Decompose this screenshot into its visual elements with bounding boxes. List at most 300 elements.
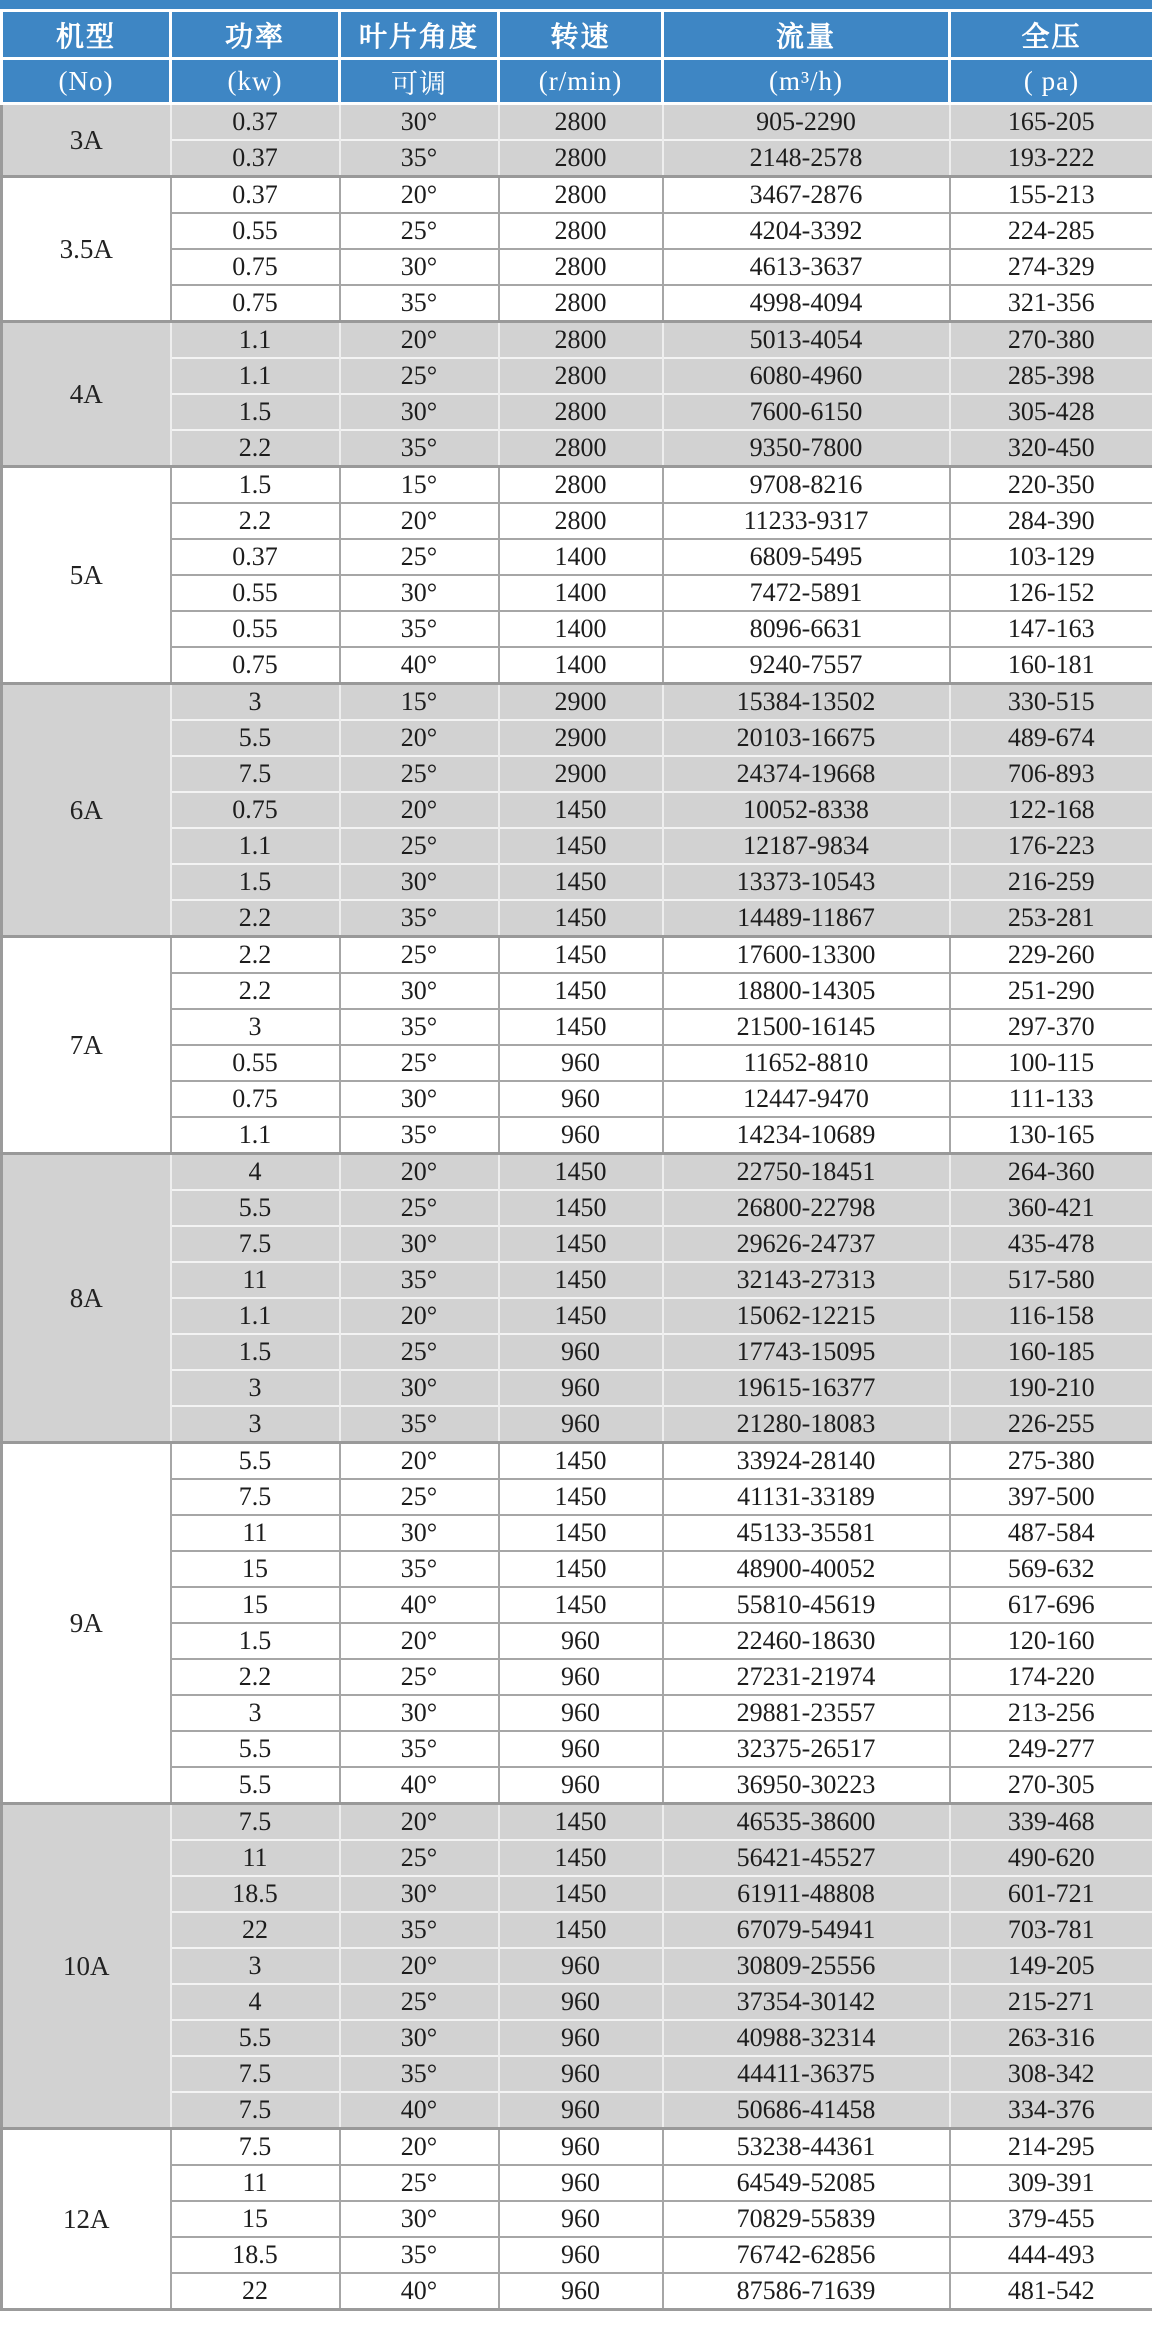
table-row (2, 1515, 1152, 1551)
cell-blade-angle: 30° (340, 1876, 499, 1912)
cell-blade-angle: 30° (340, 1081, 499, 1117)
cell-blade-angle: 20° (340, 792, 499, 828)
cell-flow-m3h: 61911-48808 (663, 1876, 950, 1912)
cell-blade-angle: 25° (340, 539, 499, 575)
cell-blade-angle: 20° (340, 1804, 499, 1841)
cell-speed-rpm: 960 (499, 1623, 663, 1659)
cell-speed-rpm: 2800 (499, 140, 663, 177)
table-row (2, 503, 1152, 539)
model-cell: 7A (2, 937, 171, 1154)
cell-speed-rpm: 1450 (499, 864, 663, 900)
table-row (2, 358, 1152, 394)
cell-speed-rpm: 1400 (499, 575, 663, 611)
column-unit-pressure-pa: ( pa) (950, 59, 1152, 104)
cell-pressure-pa: 130-165 (950, 1117, 1152, 1154)
cell-pressure-pa: 111-133 (950, 1081, 1152, 1117)
cell-power-kw: 0.55 (171, 575, 340, 611)
cell-flow-m3h: 36950-30223 (663, 1767, 950, 1804)
cell-pressure-pa: 297-370 (950, 1009, 1152, 1045)
model-cell: 5A (2, 467, 171, 684)
table-row (2, 1045, 1152, 1081)
cell-speed-rpm: 2800 (499, 503, 663, 539)
column-header-model: 机型 (2, 11, 171, 59)
cell-speed-rpm: 960 (499, 2092, 663, 2129)
cell-speed-rpm: 2800 (499, 177, 663, 214)
table-row (2, 1912, 1152, 1948)
cell-pressure-pa: 220-350 (950, 467, 1152, 504)
table-row (2, 1009, 1152, 1045)
cell-speed-rpm: 960 (499, 1984, 663, 2020)
cell-flow-m3h: 12187-9834 (663, 828, 950, 864)
cell-blade-angle: 30° (340, 2020, 499, 2056)
cell-pressure-pa: 122-168 (950, 792, 1152, 828)
table-row (2, 2237, 1152, 2273)
cell-blade-angle: 25° (340, 2165, 499, 2201)
cell-power-kw: 0.75 (171, 1081, 340, 1117)
cell-pressure-pa: 176-223 (950, 828, 1152, 864)
cell-speed-rpm: 1450 (499, 1804, 663, 1841)
cell-pressure-pa: 435-478 (950, 1226, 1152, 1262)
cell-flow-m3h: 905-2290 (663, 104, 950, 141)
cell-speed-rpm: 960 (499, 1659, 663, 1695)
cell-flow-m3h: 12447-9470 (663, 1081, 950, 1117)
cell-blade-angle: 25° (340, 358, 499, 394)
cell-power-kw: 2.2 (171, 937, 340, 974)
table-row (2, 249, 1152, 285)
cell-flow-m3h: 6080-4960 (663, 358, 950, 394)
cell-flow-m3h: 7600-6150 (663, 394, 950, 430)
cell-pressure-pa: 120-160 (950, 1623, 1152, 1659)
cell-flow-m3h: 13373-10543 (663, 864, 950, 900)
table-row (2, 792, 1152, 828)
cell-flow-m3h: 9350-7800 (663, 430, 950, 467)
cell-pressure-pa: 116-158 (950, 1298, 1152, 1334)
cell-flow-m3h: 76742-62856 (663, 2237, 950, 2273)
cell-power-kw: 5.5 (171, 1190, 340, 1226)
cell-power-kw: 11 (171, 1515, 340, 1551)
cell-speed-rpm: 1450 (499, 900, 663, 937)
table-row (2, 575, 1152, 611)
cell-flow-m3h: 46535-38600 (663, 1804, 950, 1841)
cell-power-kw: 0.75 (171, 285, 340, 322)
cell-pressure-pa: 160-185 (950, 1334, 1152, 1370)
cell-power-kw: 5.5 (171, 1443, 340, 1480)
table-row (2, 1081, 1152, 1117)
cell-power-kw: 3 (171, 1695, 340, 1731)
cell-pressure-pa: 321-356 (950, 285, 1152, 322)
cell-flow-m3h: 30809-25556 (663, 1948, 950, 1984)
cell-power-kw: 7.5 (171, 2056, 340, 2092)
cell-blade-angle: 30° (340, 575, 499, 611)
cell-blade-angle: 35° (340, 2056, 499, 2092)
table-row (2, 1154, 1152, 1191)
cell-pressure-pa: 229-260 (950, 937, 1152, 974)
cell-speed-rpm: 1450 (499, 1587, 663, 1623)
cell-flow-m3h: 15062-12215 (663, 1298, 950, 1334)
cell-flow-m3h: 48900-40052 (663, 1551, 950, 1587)
cell-speed-rpm: 1400 (499, 539, 663, 575)
table-row (2, 720, 1152, 756)
cell-power-kw: 5.5 (171, 1767, 340, 1804)
cell-blade-angle: 20° (340, 1298, 499, 1334)
cell-blade-angle: 25° (340, 1045, 499, 1081)
cell-pressure-pa: 264-360 (950, 1154, 1152, 1191)
cell-flow-m3h: 17743-15095 (663, 1334, 950, 1370)
cell-blade-angle: 40° (340, 1767, 499, 1804)
cell-speed-rpm: 1450 (499, 792, 663, 828)
cell-power-kw: 7.5 (171, 2092, 340, 2129)
table-row (2, 1767, 1152, 1804)
cell-flow-m3h: 9240-7557 (663, 647, 950, 684)
cell-blade-angle: 20° (340, 177, 499, 214)
cell-pressure-pa: 193-222 (950, 140, 1152, 177)
model-cell: 9A (2, 1443, 171, 1804)
cell-flow-m3h: 40988-32314 (663, 2020, 950, 2056)
table-row (2, 1587, 1152, 1623)
cell-flow-m3h: 44411-36375 (663, 2056, 950, 2092)
cell-pressure-pa: 270-380 (950, 322, 1152, 359)
table-row (2, 1406, 1152, 1443)
cell-speed-rpm: 1450 (499, 1262, 663, 1298)
cell-power-kw: 3 (171, 1009, 340, 1045)
cell-blade-angle: 40° (340, 2092, 499, 2129)
cell-speed-rpm: 960 (499, 1695, 663, 1731)
cell-speed-rpm: 1450 (499, 1190, 663, 1226)
cell-speed-rpm: 1450 (499, 1226, 663, 1262)
table-row (2, 467, 1152, 504)
cell-speed-rpm: 960 (499, 2129, 663, 2166)
cell-speed-rpm: 960 (499, 1767, 663, 1804)
cell-blade-angle: 35° (340, 1262, 499, 1298)
cell-pressure-pa: 703-781 (950, 1912, 1152, 1948)
cell-blade-angle: 35° (340, 285, 499, 322)
cell-pressure-pa: 444-493 (950, 2237, 1152, 2273)
table-row (2, 1659, 1152, 1695)
cell-speed-rpm: 2800 (499, 104, 663, 141)
column-header-pressure-pa: 全压 (950, 11, 1152, 59)
cell-flow-m3h: 17600-13300 (663, 937, 950, 974)
cell-flow-m3h: 22750-18451 (663, 1154, 950, 1191)
cell-pressure-pa: 339-468 (950, 1804, 1152, 1841)
cell-power-kw: 0.37 (171, 177, 340, 214)
cell-flow-m3h: 5013-4054 (663, 322, 950, 359)
cell-power-kw: 7.5 (171, 1479, 340, 1515)
cell-speed-rpm: 1400 (499, 647, 663, 684)
cell-flow-m3h: 19615-16377 (663, 1370, 950, 1406)
cell-pressure-pa: 103-129 (950, 539, 1152, 575)
cell-power-kw: 2.2 (171, 900, 340, 937)
cell-power-kw: 1.5 (171, 467, 340, 504)
cell-pressure-pa: 569-632 (950, 1551, 1152, 1587)
cell-flow-m3h: 27231-21974 (663, 1659, 950, 1695)
table-row (2, 1840, 1152, 1876)
cell-pressure-pa: 379-455 (950, 2201, 1152, 2237)
cell-flow-m3h: 24374-19668 (663, 756, 950, 792)
cell-pressure-pa: 249-277 (950, 1731, 1152, 1767)
cell-pressure-pa: 215-271 (950, 1984, 1152, 2020)
cell-pressure-pa: 308-342 (950, 2056, 1152, 2092)
cell-flow-m3h: 21500-16145 (663, 1009, 950, 1045)
cell-blade-angle: 25° (340, 828, 499, 864)
cell-power-kw: 0.55 (171, 213, 340, 249)
cell-speed-rpm: 1450 (499, 1876, 663, 1912)
cell-blade-angle: 25° (340, 937, 499, 974)
cell-power-kw: 0.37 (171, 140, 340, 177)
cell-speed-rpm: 960 (499, 1045, 663, 1081)
cell-blade-angle: 20° (340, 1443, 499, 1480)
cell-pressure-pa: 126-152 (950, 575, 1152, 611)
cell-flow-m3h: 45133-35581 (663, 1515, 950, 1551)
cell-speed-rpm: 2800 (499, 467, 663, 504)
cell-power-kw: 0.37 (171, 104, 340, 141)
table-row (2, 322, 1152, 359)
cell-blade-angle: 20° (340, 1948, 499, 1984)
cell-pressure-pa: 397-500 (950, 1479, 1152, 1515)
cell-flow-m3h: 55810-45619 (663, 1587, 950, 1623)
cell-flow-m3h: 14234-10689 (663, 1117, 950, 1154)
table-row (2, 213, 1152, 249)
model-cell: 6A (2, 684, 171, 937)
table-row (2, 1298, 1152, 1334)
cell-pressure-pa: 489-674 (950, 720, 1152, 756)
fan-spec-table (0, 9, 1152, 2311)
cell-power-kw: 7.5 (171, 756, 340, 792)
cell-speed-rpm: 960 (499, 1948, 663, 1984)
cell-speed-rpm: 2800 (499, 394, 663, 430)
cell-power-kw: 1.1 (171, 358, 340, 394)
column-header-speed-rpm: 转速 (499, 11, 663, 59)
cell-power-kw: 22 (171, 1912, 340, 1948)
cell-speed-rpm: 960 (499, 1117, 663, 1154)
cell-flow-m3h: 14489-11867 (663, 900, 950, 937)
cell-power-kw: 22 (171, 2273, 340, 2310)
cell-pressure-pa: 284-390 (950, 503, 1152, 539)
cell-speed-rpm: 2800 (499, 285, 663, 322)
cell-flow-m3h: 67079-54941 (663, 1912, 950, 1948)
column-header-power-kw: 功率 (171, 11, 340, 59)
cell-speed-rpm: 1400 (499, 611, 663, 647)
cell-power-kw: 3 (171, 1370, 340, 1406)
cell-flow-m3h: 20103-16675 (663, 720, 950, 756)
table-row (2, 611, 1152, 647)
cell-flow-m3h: 32375-26517 (663, 1731, 950, 1767)
table-row (2, 2201, 1152, 2237)
cell-speed-rpm: 1450 (499, 1912, 663, 1948)
cell-power-kw: 4 (171, 1154, 340, 1191)
table-row (2, 104, 1152, 141)
cell-pressure-pa: 270-305 (950, 1767, 1152, 1804)
model-cell: 4A (2, 322, 171, 467)
cell-blade-angle: 40° (340, 1587, 499, 1623)
cell-flow-m3h: 18800-14305 (663, 973, 950, 1009)
cell-pressure-pa: 160-181 (950, 647, 1152, 684)
cell-flow-m3h: 64549-52085 (663, 2165, 950, 2201)
table-row (2, 1262, 1152, 1298)
cell-power-kw: 5.5 (171, 1731, 340, 1767)
cell-flow-m3h: 11233-9317 (663, 503, 950, 539)
cell-speed-rpm: 1450 (499, 1479, 663, 1515)
table-row (2, 285, 1152, 322)
cell-power-kw: 11 (171, 2165, 340, 2201)
cell-speed-rpm: 1450 (499, 1515, 663, 1551)
table-row (2, 2273, 1152, 2310)
table-header (2, 11, 1152, 104)
cell-blade-angle: 35° (340, 900, 499, 937)
table-row (2, 1117, 1152, 1154)
column-unit-model: (No) (2, 59, 171, 104)
cell-power-kw: 0.75 (171, 647, 340, 684)
cell-power-kw: 11 (171, 1262, 340, 1298)
table-row (2, 684, 1152, 721)
table-row (2, 1370, 1152, 1406)
table-row (2, 2020, 1152, 2056)
cell-pressure-pa: 490-620 (950, 1840, 1152, 1876)
cell-speed-rpm: 2900 (499, 720, 663, 756)
table-row (2, 1948, 1152, 1984)
cell-power-kw: 1.1 (171, 1298, 340, 1334)
cell-flow-m3h: 29881-23557 (663, 1695, 950, 1731)
table-row (2, 1804, 1152, 1841)
cell-power-kw: 3 (171, 1948, 340, 1984)
cell-blade-angle: 35° (340, 1009, 499, 1045)
cell-flow-m3h: 87586-71639 (663, 2273, 950, 2310)
cell-speed-rpm: 960 (499, 2273, 663, 2310)
cell-speed-rpm: 1450 (499, 1298, 663, 1334)
cell-power-kw: 4 (171, 1984, 340, 2020)
cell-blade-angle: 30° (340, 249, 499, 285)
table-row (2, 539, 1152, 575)
cell-speed-rpm: 1450 (499, 973, 663, 1009)
cell-blade-angle: 30° (340, 2201, 499, 2237)
cell-pressure-pa: 147-163 (950, 611, 1152, 647)
cell-speed-rpm: 1450 (499, 1154, 663, 1191)
cell-flow-m3h: 56421-45527 (663, 1840, 950, 1876)
cell-blade-angle: 35° (340, 140, 499, 177)
column-header-blade-angle: 叶片角度 (340, 11, 499, 59)
table-row (2, 1731, 1152, 1767)
cell-power-kw: 2.2 (171, 430, 340, 467)
column-unit-power-kw: (kw) (171, 59, 340, 104)
cell-pressure-pa: 100-115 (950, 1045, 1152, 1081)
cell-power-kw: 2.2 (171, 973, 340, 1009)
cell-speed-rpm: 960 (499, 2020, 663, 2056)
cell-blade-angle: 35° (340, 1117, 499, 1154)
cell-blade-angle: 25° (340, 1659, 499, 1695)
cell-pressure-pa: 601-721 (950, 1876, 1152, 1912)
table-row (2, 1551, 1152, 1587)
cell-blade-angle: 25° (340, 756, 499, 792)
cell-speed-rpm: 960 (499, 1334, 663, 1370)
cell-flow-m3h: 4204-3392 (663, 213, 950, 249)
cell-speed-rpm: 2800 (499, 249, 663, 285)
column-unit-flow-m3h: (m³/h) (663, 59, 950, 104)
cell-power-kw: 0.55 (171, 611, 340, 647)
cell-speed-rpm: 2800 (499, 358, 663, 394)
cell-blade-angle: 25° (340, 1334, 499, 1370)
cell-speed-rpm: 960 (499, 1370, 663, 1406)
table-row (2, 973, 1152, 1009)
cell-speed-rpm: 1450 (499, 1551, 663, 1587)
cell-power-kw: 18.5 (171, 2237, 340, 2273)
cell-pressure-pa: 251-290 (950, 973, 1152, 1009)
cell-blade-angle: 35° (340, 611, 499, 647)
cell-power-kw: 7.5 (171, 1226, 340, 1262)
cell-flow-m3h: 9708-8216 (663, 467, 950, 504)
table-row (2, 177, 1152, 214)
cell-power-kw: 1.1 (171, 1117, 340, 1154)
cell-speed-rpm: 2800 (499, 213, 663, 249)
cell-power-kw: 2.2 (171, 503, 340, 539)
table-row (2, 430, 1152, 467)
cell-blade-angle: 30° (340, 1226, 499, 1262)
cell-power-kw: 15 (171, 1551, 340, 1587)
cell-power-kw: 0.75 (171, 249, 340, 285)
cell-power-kw: 0.75 (171, 792, 340, 828)
cell-blade-angle: 25° (340, 213, 499, 249)
cell-flow-m3h: 11652-8810 (663, 1045, 950, 1081)
table-row (2, 2129, 1152, 2166)
cell-flow-m3h: 3467-2876 (663, 177, 950, 214)
cell-pressure-pa: 190-210 (950, 1370, 1152, 1406)
cell-pressure-pa: 253-281 (950, 900, 1152, 937)
cell-flow-m3h: 8096-6631 (663, 611, 950, 647)
cell-blade-angle: 25° (340, 1190, 499, 1226)
column-unit-blade-angle: 可调 (340, 59, 499, 104)
cell-blade-angle: 20° (340, 2129, 499, 2166)
table-row (2, 394, 1152, 430)
cell-power-kw: 1.1 (171, 828, 340, 864)
top-accent-bar (0, 0, 1152, 9)
cell-flow-m3h: 70829-55839 (663, 2201, 950, 2237)
table-row (2, 756, 1152, 792)
cell-blade-angle: 20° (340, 720, 499, 756)
cell-blade-angle: 35° (340, 430, 499, 467)
table-row (2, 2092, 1152, 2129)
cell-blade-angle: 20° (340, 503, 499, 539)
cell-blade-angle: 20° (340, 1623, 499, 1659)
column-unit-speed-rpm: (r/min) (499, 59, 663, 104)
cell-blade-angle: 30° (340, 864, 499, 900)
cell-speed-rpm: 960 (499, 2165, 663, 2201)
cell-blade-angle: 40° (340, 647, 499, 684)
cell-speed-rpm: 2900 (499, 684, 663, 721)
cell-pressure-pa: 706-893 (950, 756, 1152, 792)
column-header-flow-m3h: 流量 (663, 11, 950, 59)
table-row (2, 1479, 1152, 1515)
cell-speed-rpm: 960 (499, 2237, 663, 2273)
cell-power-kw: 5.5 (171, 720, 340, 756)
table-row (2, 1334, 1152, 1370)
cell-power-kw: 1.5 (171, 394, 340, 430)
cell-power-kw: 18.5 (171, 1876, 340, 1912)
cell-power-kw: 5.5 (171, 2020, 340, 2056)
table-row (2, 140, 1152, 177)
cell-blade-angle: 30° (340, 104, 499, 141)
cell-speed-rpm: 960 (499, 2056, 663, 2092)
cell-pressure-pa: 617-696 (950, 1587, 1152, 1623)
cell-flow-m3h: 33924-28140 (663, 1443, 950, 1480)
cell-blade-angle: 40° (340, 2273, 499, 2310)
cell-pressure-pa: 213-256 (950, 1695, 1152, 1731)
cell-pressure-pa: 214-295 (950, 2129, 1152, 2166)
cell-power-kw: 3 (171, 1406, 340, 1443)
cell-pressure-pa: 360-421 (950, 1190, 1152, 1226)
cell-power-kw: 1.5 (171, 864, 340, 900)
cell-blade-angle: 15° (340, 684, 499, 721)
cell-pressure-pa: 263-316 (950, 2020, 1152, 2056)
cell-power-kw: 3 (171, 684, 340, 721)
cell-speed-rpm: 1450 (499, 1009, 663, 1045)
